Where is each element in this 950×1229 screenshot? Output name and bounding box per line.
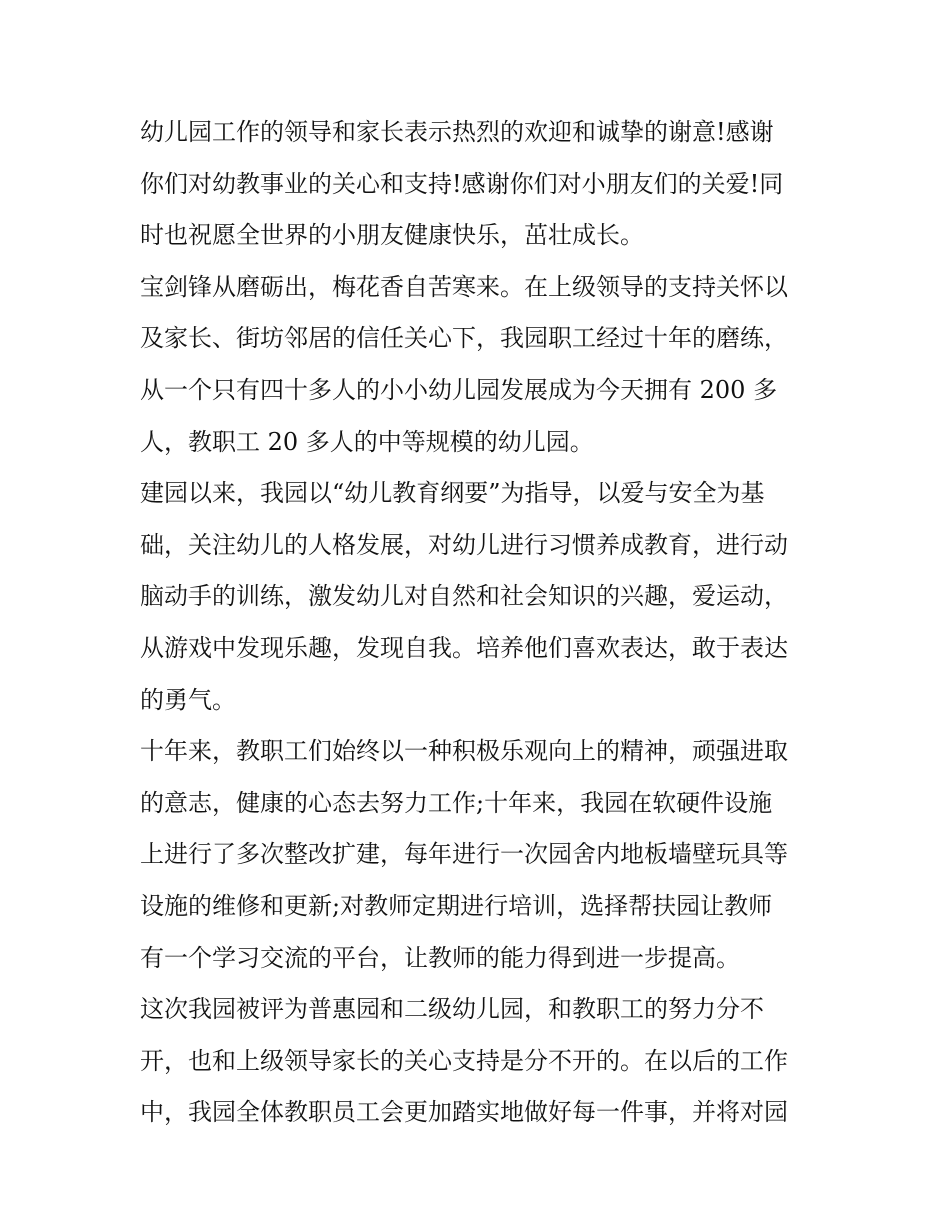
text-line: 及家长、街坊邻居的信任关心下，我园职工经过十年的磨练， [140,324,788,353]
text-line: 你们对幼教事业的关心和支持!感谢你们对小朋友们的关爱!同 [140,169,784,198]
text-line: 开，也和上级领导家长的关心支持是分不开的。在以后的工作 [140,1046,788,1075]
text-line: 宝剑锋从磨砺出，梅花香自苦寒来。在上级领导的支持关怀以 [140,272,788,301]
text-line: 建园以来，我园以“幼儿教育纲要”为指导，以爱与安全为基 [140,479,765,508]
text-line: 础，关注幼儿的人格发展，对幼儿进行习惯养成教育，进行动 [140,530,788,559]
text-line: 时也祝愿全世界的小朋友健康快乐，茁壮成长。 [140,221,644,250]
text-line: 这次我园被评为普惠园和二级幼儿园，和教职工的努力分不 [140,995,764,1024]
text-line: 设施的维修和更新;对教师定期进行培训，选择帮扶园让教师 [140,891,773,920]
text-line: 从游戏中发现乐趣，发现自我。培养他们喜欢表达，敢于表达 [140,633,788,662]
text-line: 十年来，教职工们始终以一种积极乐观向上的精神，顽强进取 [140,737,788,766]
text-line: 幼儿园工作的领导和家长表示热烈的欢迎和诚挚的谢意!感谢 [140,118,774,146]
text-line: 上进行了多次整改扩建，每年进行一次园舍内地板墙壁玩具等 [140,840,788,869]
text-line: 有一个学习交流的平台，让教师的能力得到进一步提高。 [140,943,740,972]
text-line: 脑动手的训练，激发幼儿对自然和社会知识的兴趣，爱运动， [140,582,788,611]
document-body [140,107,820,1139]
text-line: 的勇气。 [140,685,236,714]
text-line: 人，教职工 20 多人的中等规模的幼儿园。 [140,427,594,456]
text-line: 的意志，健康的心态去努力工作;十年来，我园在软硬件设施 [140,788,773,817]
text-line: 中，我园全体教职员工会更加踏实地做好每一件事，并将对园 [140,1098,788,1127]
text-line: 从一个只有四十多人的小小幼儿园发展成为今天拥有 200 多 [140,375,778,404]
